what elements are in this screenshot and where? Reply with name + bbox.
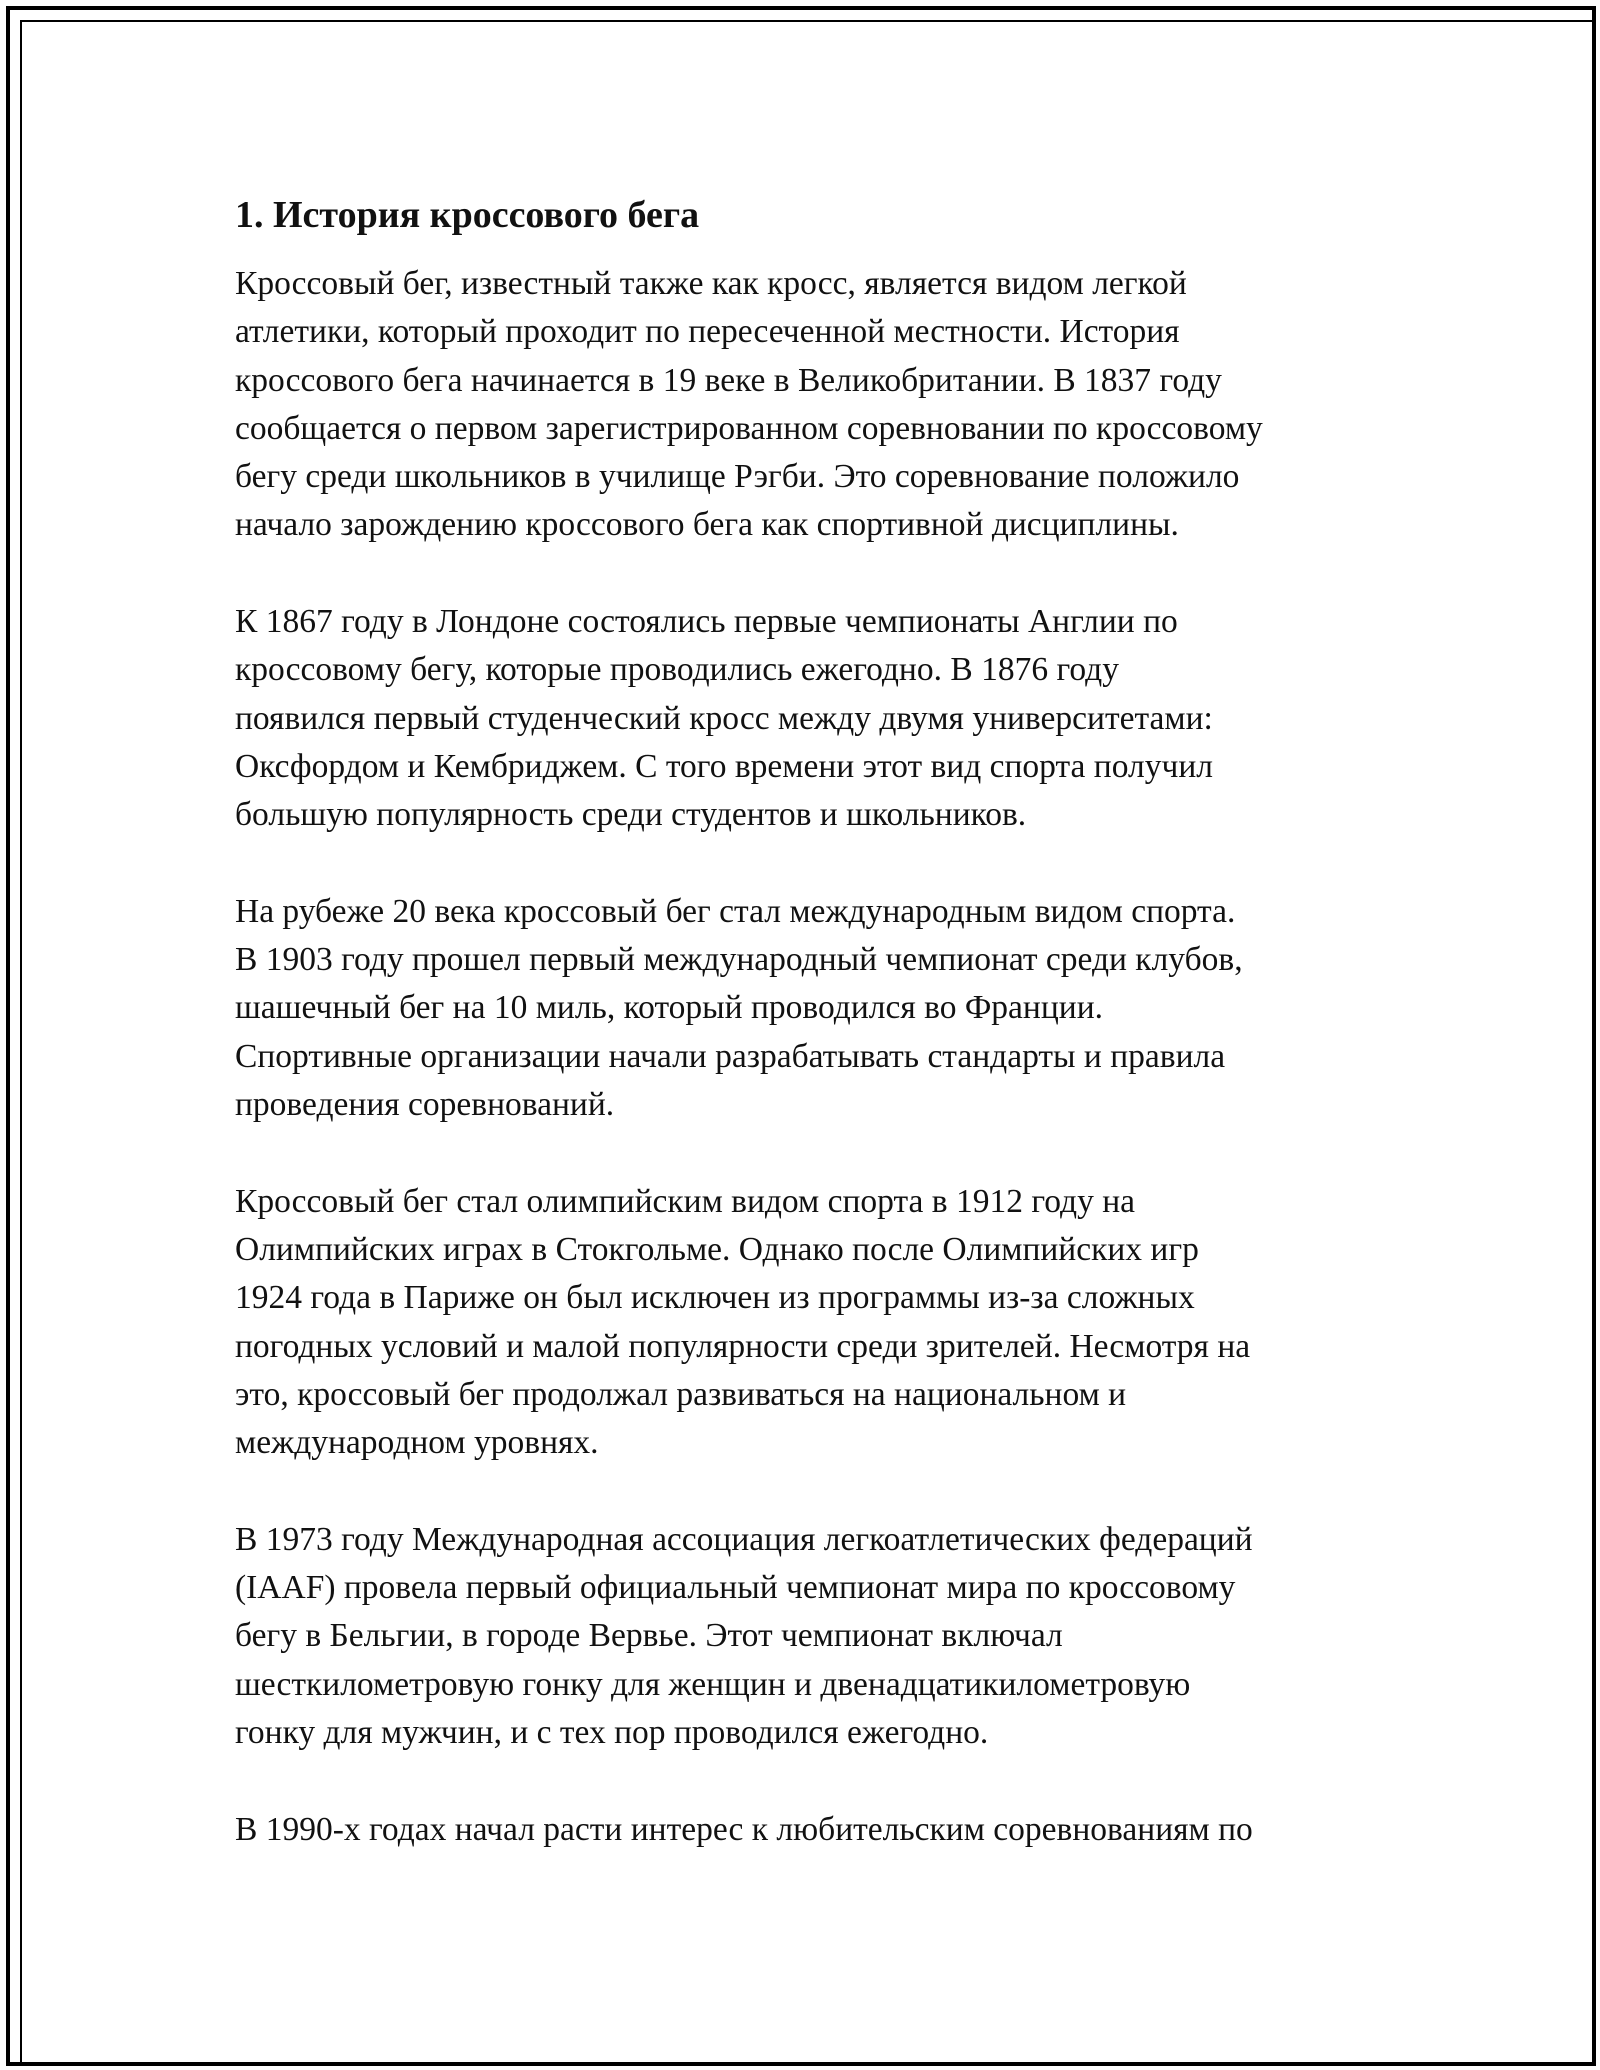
paragraph-line: атлетики, который проходит по пересеченной местности. История bbox=[235, 313, 1180, 351]
paragraph-line: 1924 года в Париже он был исключен из программы из-за сложных bbox=[235, 1279, 1195, 1317]
paragraph-line: кроссового бега начинается в 19 веке в Великобритании. В 1837 году bbox=[235, 361, 1222, 399]
document-body bbox=[235, 185, 1385, 1902]
paragraph-line: К 1867 году в Лондоне состоялись первые чемпионаты Англии по bbox=[235, 603, 1178, 641]
paragraph-line: Оксфордом и Кембриджем. С того времени этот вид спорта получил bbox=[235, 747, 1213, 785]
paragraph-line: появился первый студенческий кросс между двумя университетами: bbox=[235, 699, 1213, 737]
paragraph-line: шесткилометровую гонку для женщин и двенадцатикилометровую bbox=[235, 1665, 1191, 1703]
paragraph-line: начало зарождению кроссового бега как спортивной дисциплины. bbox=[235, 506, 1179, 544]
paragraph-line: большую популярность среди студентов и школьников. bbox=[235, 796, 1027, 834]
paragraph-5 bbox=[235, 1516, 1385, 1757]
paragraph-1 bbox=[235, 260, 1385, 550]
paragraph-line: Олимпийских играх в Стокгольме. Однако после Олимпийских игр bbox=[235, 1230, 1199, 1268]
paragraph-line: Спортивные организации начали разрабатывать стандарты и правила bbox=[235, 1037, 1226, 1075]
paragraph-line: сообщается о первом зарегистрированном соревновании по кроссовому bbox=[235, 409, 1263, 447]
paragraph-line: это, кроссовый бег продолжал развиваться на национальном и bbox=[235, 1375, 1127, 1413]
paragraph-line: погодных условий и малой популярности среди зрителей. Несмотря на bbox=[235, 1327, 1251, 1365]
paragraph-3 bbox=[235, 888, 1385, 1129]
paragraph-line: В 1990-х годах начал расти интерес к любительским соревнованиям по bbox=[235, 1810, 1253, 1848]
paragraph-line: В 1903 году прошел первый международный чемпионат среди клубов, bbox=[235, 941, 1243, 979]
paragraph-line: В 1973 году Международная ассоциация легкоатлетических федераций bbox=[235, 1520, 1253, 1558]
paragraph-2 bbox=[235, 598, 1385, 839]
paragraph-line: (IAAF) провела первый официальный чемпионат мира по кроссовому bbox=[235, 1569, 1236, 1607]
paragraph-line: На рубеже 20 века кроссовый бег стал международным видом спорта. bbox=[235, 892, 1236, 930]
paragraph-line: международном уровнях. bbox=[235, 1424, 599, 1462]
paragraph-line: Кроссовый бег, известный также как кросс, является видом легкой bbox=[235, 265, 1187, 302]
section-heading: 1. История кроссового бега bbox=[235, 194, 700, 236]
paragraph-6 bbox=[235, 1806, 1385, 1854]
paragraph-line: Кроссовый бег стал олимпийским видом спорта в 1912 году на bbox=[235, 1182, 1135, 1220]
paragraph-line: шашечный бег на 10 миль, который проводился во Франции. bbox=[235, 989, 1104, 1027]
paragraph-line: бегу среди школьников в училище Рэгби. Это соревнование положило bbox=[235, 458, 1240, 496]
paragraph-line: гонку для мужчин, и с тех пор проводился ежегодно. bbox=[235, 1713, 989, 1751]
paragraph-4 bbox=[235, 1178, 1385, 1468]
paragraph-line: проведения соревнований. bbox=[235, 1086, 615, 1124]
paragraph-line: кроссовому бегу, которые проводились ежегодно. В 1876 году bbox=[235, 651, 1119, 689]
paragraph-line: бегу в Бельгии, в городе Вервье. Этот чемпионат включал bbox=[235, 1617, 1063, 1655]
